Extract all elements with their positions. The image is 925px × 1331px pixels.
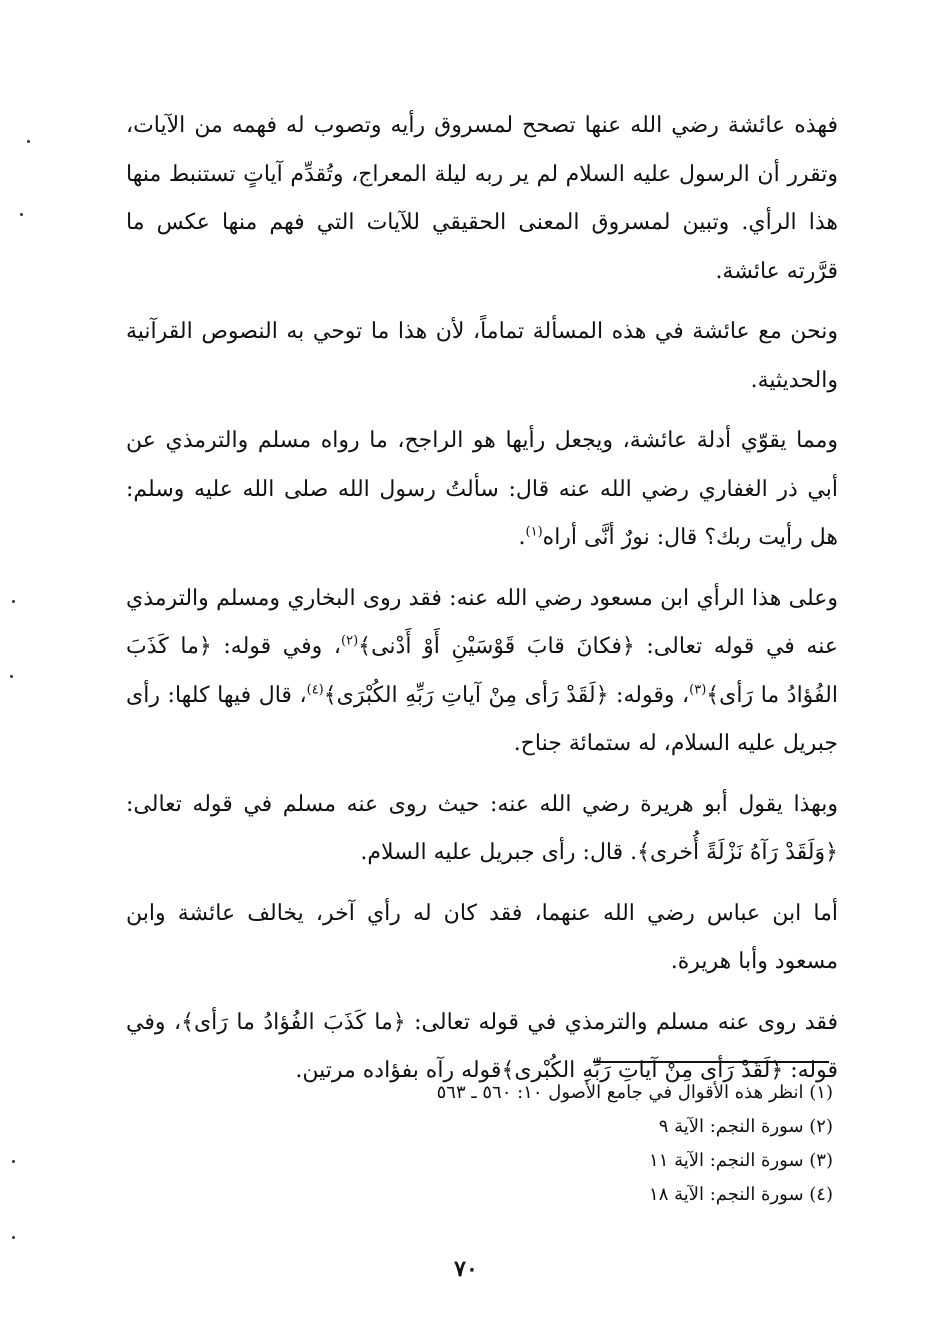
paragraph-2: [126, 308, 838, 405]
footnote-3: (٣) سورة النجم: الآية ١١: [649, 1150, 833, 1171]
footnote-separator: [593, 1061, 829, 1063]
paragraph-4-part-4: ، قال فيها كلها: رأى جبريل عليه السلام، له ستمائة جناح.: [126, 682, 838, 756]
scan-speck: [12, 1236, 15, 1239]
footnote-ref-4: (٤): [306, 682, 324, 698]
footnote-4: (٤) سورة النجم: الآية ١٨: [649, 1184, 833, 1205]
paragraph-3-text: ومما يقوّي أدلة عائشة، ويجعل رأيها هو الراجح، ما رواه مسلم والترمذي عن أبي ذر الغفاري رضي الله عنه قال: سألتُ رسول الله صلى الله عليه وسلم: هل رأيت ربك؟ قال: نورٌ أنَّى أراه: [126, 428, 838, 550]
main-text: [126, 102, 838, 1108]
paragraph-5-text: وبهذا يقول أبو هريرة رضي الله عنه: حيث روى عنه مسلم في قوله تعالى: ﴿وَلَقَدْ رَآهُ نَزْلَةً أُخرى﴾. قال: رأى جبريل عليه السلام.: [126, 791, 838, 865]
footnote-2: (٢) سورة النجم: الآية ٩: [658, 1116, 833, 1137]
paragraph-2-text: ونحن مع عائشة في هذه المسألة تماماً، لأن هذا ما توحي به النصوص القرآنية والحديثية.: [126, 319, 838, 393]
footnote-1: (١) انظر هذه الأقوال في جامع الأصول ١٠: ٥٦٠ ـ ٥٦٣: [436, 1082, 833, 1103]
paragraph-6-text: أما ابن عباس رضي الله عنهما، فقد كان له رأي آخر، يخالف عائشة وابن مسعود وأبا هريرة.: [126, 900, 838, 974]
footnote-ref-3: (٣): [689, 682, 707, 698]
paragraph-6: [126, 890, 838, 987]
footnote-ref-2: (٢): [341, 633, 359, 649]
footnote-ref-1: (١): [525, 524, 543, 540]
scan-speck: [20, 213, 23, 216]
paragraph-4-part-2: ، وفي قوله: ﴿ما كَذَبَ الفُؤادُ ما رَأى﴾: [126, 634, 838, 708]
paragraph-7-text: فقد روى عنه مسلم والترمذي في قوله تعالى: ﴿ما كَذَبَ الفُؤادُ ما رَأى﴾، وفي قوله: ﴿لَقَدْ رَأى مِنْ آياتِ رَبِّهِ الكُبْرى﴾قوله رآه بفؤاده مرتين.: [126, 1009, 838, 1083]
paragraph-3-tail: .: [518, 525, 526, 550]
scan-speck: [10, 675, 13, 678]
scan-speck: [27, 140, 30, 143]
paragraph-4-part-1: وعلى هذا الرأي ابن مسعود رضي الله عنه: فقد روى البخاري ومسلم والترمذي عنه في قوله تعالى: ﴿فكانَ قابَ قَوْسَيْنِ أَوْ أَدْنى﴾: [126, 585, 838, 659]
scan-speck: [12, 600, 15, 603]
paragraph-4: [126, 575, 838, 769]
footnotes: [300, 1076, 833, 1212]
paragraph-1-text: فهذه عائشة رضي الله عنها تصحح لمسروق رأيه وتصوب له فهمه من الآيات، وتقرر أن الرسول عليه السلام لم ير ربه ليلة المعراج، وتُقدِّم آياتٍ تستنبط منها هذا الرأي. وتبين لمسروق المعنى الحقيقي للآيات التي فهم منها عكس ما قرَّرته عائشة.: [126, 113, 838, 284]
paragraph-5: [126, 781, 838, 878]
page-number: ٧٠: [454, 1256, 478, 1282]
scan-speck: [12, 1160, 15, 1163]
paragraph-3: [126, 417, 838, 563]
paragraph-4-part-3: ، وقوله: ﴿لَقَدْ رَأى مِنْ آياتِ رَبِّهِ الكُبْرَى﴾: [323, 682, 690, 708]
paragraph-1: [126, 102, 838, 296]
